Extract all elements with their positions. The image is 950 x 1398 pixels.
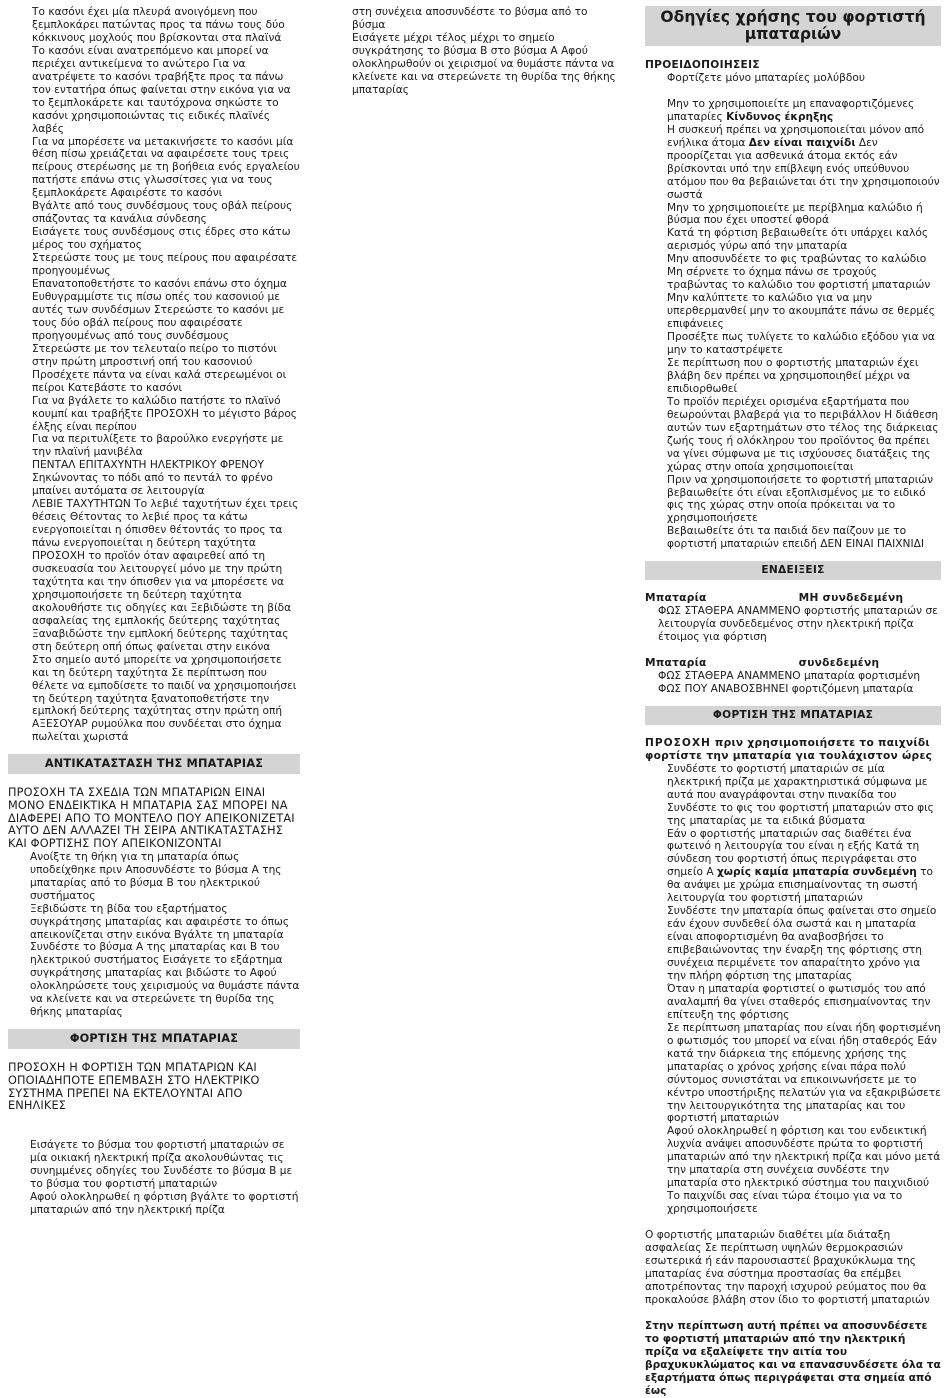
text-run: το θα ανάψει με χρώμα επισημαίνοντας τη σωστή λειτουργία του φορτιστή μπαταριών: [667, 866, 934, 905]
paragraph: Ξαναβιδώστε την εμπλοκή δεύτερης ταχύτητας στη δεύτερη οπή όπως φαίνεται στην εικόνα: [32, 627, 289, 653]
text-run: Μπαταρία: [645, 657, 707, 670]
warning-item: [667, 98, 941, 124]
warning-lead: Φορτίζετε μόνο μπαταρίες μολύβδου: [667, 71, 866, 84]
section-heading-battery-replacement: ΑΝΤΙΚΑΤΑΣΤΑΣΗ ΤΗΣ ΜΠΑΤΑΡΙΑΣ: [8, 754, 300, 774]
step-item: Αφού ολοκληρωθεί η φόρτιση βγάλτε το φορτιστή μπαταριών από την ηλεκτρική πρίζα: [30, 1190, 299, 1216]
section-heading-battery-charging: ΦΟΡΤΙΣΗ ΤΗΣ ΜΠΑΤΑΡΙΑΣ: [8, 1029, 300, 1049]
indication-text: ΦΩΣ ΣΤΑΘΕΡΑ ΑΝΑΜΜΕΝΟ μπαταρία φορτισμένη: [658, 669, 921, 682]
emphasis: Κίνδυνος έκρηξης: [726, 110, 834, 123]
step-item: Εισάγετε το βύσμα του φορτιστή μπαταριών σε μία οικιακή ηλεκτρική πρίζα ακολουθώντας τις συνημμένες οδηγίες του Συνδέστε το βύσμα Β με το βύσμα του φορτιστή μπαταριών: [30, 1138, 293, 1190]
step-item: Ανοίξτε τη θήκη για τη μπαταρία όπως υποδείχθηκε πριν Αποσυνδέστε το βύσμα Α της μπαταρίας από το βύσμα Β του ηλεκτρικού συστήματος: [30, 850, 282, 902]
text-run: Μην το χρησιμοποιείτε μη επαναφορτιζόμενες μπαταρίες: [667, 97, 915, 123]
paragraph: Για να περιτυλίξετε το βαρούλκο ενεργήστε με την πλαϊνή μανιβέλα: [32, 433, 284, 459]
warning-item: Μη σέρνετε το όχημα πάνω σε τροχούς τραβώντας το καλώδιο του φορτιστή μπαταριών: [667, 266, 931, 292]
warning-item: Μην αποσυνδέετε το φις τραβώντας το καλώδιο: [667, 253, 927, 266]
paragraph: Το κασόνι έχει μία πλευρά ανοιγόμενη που ξεμπλοκάρει πατώντας προς τα πάνω τους δύο κόκκινους μοχλούς που βρίσκονται στα πλαϊνά: [32, 6, 285, 44]
warning-item: Μην καλύπτετε το καλώδιο για να μην υπερθερμανθεί μην το ακουμπάτε πάνω σε θερμές επιφάνειες: [667, 292, 936, 331]
paragraph: Στο σημείο αυτό μπορείτε να χρησιμοποιήσετε και τη δεύτερη ταχύτητα Σε περίπτωση που θέλετε να εμποδίσετε το παιδί να χρησιμοποιήσει τη δεύτερη ταχύτητα ξανατοποθετήστε την εμπλοκή δεύτερης ταχύτητας στην πρώτη οπή: [32, 653, 297, 718]
warnings-heading: ΠΡΟΕΙΔΟΠΟΙΗΣΕΙΣ: [645, 59, 760, 71]
text-run: ΠΡΟΣΟΧΗ: [645, 736, 711, 749]
text-run: Εάν ο φορτιστής μπαταριών σας διαθέτει ένα φωτεινό η λειτουργία του είναι η εξής Κατά τη σύνδεση του φορτιστή όπως περιγράφεται στο σημείο Α: [667, 827, 920, 879]
emphasis: Δεν είναι παιχνίδι: [748, 136, 856, 149]
page-title: Οδηγίες χρήσης του φορτιστή μπαταριών: [645, 6, 941, 46]
indication-text: ΦΩΣ ΠΟΥ ΑΝΑΒΟΣΒΗΝΕΙ φορτιζόμενη μπαταρία: [658, 682, 914, 695]
charging-warning: ΠΡΟΣΟΧΗ Η ΦΟΡΤΙΣΗ ΤΩΝ ΜΠΑΤΑΡΙΩΝ ΚΑΙ ΟΠΟΙΑΔΗΠΟΤΕ ΕΠΕΜΒΑΣΗ ΣΤΟ ΗΛΕΚΤΡΙΚΟ ΣΥΣΤΗΜΑ ΠΡΕΠΕΙ ΝΑ ΕΚΤΕΛΟΥΝΤΑΙ ΑΠΟ ΕΝΗΛΙΚΕΣ: [8, 1061, 260, 1113]
warning-item: Σε περίπτωση που ο φορτιστής μπαταριών έχει βλάβη δεν πρέπει να χρησιμοποιηθεί μέχρι να επιδιορθωθεί: [667, 356, 919, 395]
warning-item: Το προϊόν περιέχει ορισμένα εξαρτήματα που θεωρούνται βλαβερά για το περιβάλλον Η διάθεση αυτών των εξαρτημάτων στο τέλος της διάρκειας ζωής τους ή ολόκληρου του προϊόντος θα πρέπει να γίνει σύμφωνα με τις ισχύουσες διατάξεις της χώρας στην οποία χρησιμοποιείται: [667, 395, 939, 473]
paragraph: Εισάγετε τους συνδέσμους στις έδρες στο κάτω μέρος του σχήματος: [32, 226, 291, 252]
indication-heading: [645, 592, 941, 605]
text-run: ΜΗ συνδεδεμένη: [798, 592, 904, 605]
paragraph: Επανατοποθετήστε το κασόνι επάνω στο όχημα: [32, 278, 287, 291]
text-run: Η συσκευή πρέπει να χρησιμοποιείται μόνον από ενήλικα άτομα: [667, 123, 925, 149]
paragraph: ΛΕΒΙΕ ΤΑΧΥΤΗΤΩΝ Το λεβιέ ταχυτήτων έχει τρεις θέσεις Θέτοντας το λεβιέ προς τα κάτω ενεργοποιείται η όπισθεν θέτοντάς το προς τα πάνω ενεργοποιείται η δεύτερη ταχύτητα: [32, 498, 299, 550]
warning-item: Προσέξτε πως τυλίγετε το καλώδιο εξόδου για να μην το καταστρέψετε: [667, 331, 935, 357]
paragraph: Το κασόνι είναι ανατρεπόμενο και μπορεί να περιέχει αντικείμενα το ανώτερο Για να ανατρέψετε το κασόνι τραβήξτε προς τα πάνω τον εντατήρα όπως φαίνεται στην εικόνα για να το ξεμπλοκάρετε και ταυτόχρονα σηκώστε το κασόνι χρησιμοποιώντας τις ειδικές πλαϊνές λαβές: [32, 44, 291, 135]
text-run: πριν χρησιμοποιήσετε το παιχνίδι φορτίστε την μπαταρία για τουλάχιστον ώρες: [645, 736, 933, 762]
warning-item: Βεβαιωθείτε ότι τα παιδιά δεν παίζουν με το φορτιστή μπαταριών επειδή ΔΕΝ ΕΙΝΑΙ ΠΑΙΧΝΙΔΙ: [667, 525, 924, 551]
step-item: Αφού ολοκληρωθεί η φόρτιση και του ενδεικτική λυχνία ανάψει αποσυνδέστε πρώτα το φορτιστή μπαταριών από την ηλεκτρική πρίζα και μόνο μετά την μπαταρία στη συνέχεια συνδέστε την μπαταρία στο ηλεκτρικό σύστημα του παιχνιδιού Το παιχνίδι σας είναι τώρα έτοιμο για να το χρησιμοποιήσετε: [667, 1125, 941, 1216]
paragraph: ΠΕΝΤΑΛ ΕΠΙΤΑΧΥΝΤΗ ΗΛΕΚΤΡΙΚΟΥ ΦΡΕΝΟΥ Σηκώνοντας το πόδι από το πεντάλ το φρένο μπαίνει αυτόματα σε λειτουργία: [32, 459, 273, 498]
warning-item: Κατά τη φόρτιση βεβαιωθείτε ότι υπάρχει καλός αερισμός γύρω από την μπαταρία: [667, 227, 929, 253]
bodywork-instructions: [8, 6, 300, 744]
spacer: [645, 1307, 941, 1320]
final-instruction: Στην περίπτωση αυτή πρέπει να αποσυνδέσετε το φορτιστή μπαταριών από την ηλεκτρική πρίζα να εξαλείψετε την αιτία του βραχυκυκλώματος και να επανασυνδέσετε όλα τα εξαρτήματα όπως περιγράφεται στα σημεία από έως: [645, 1319, 941, 1397]
emphasis: χωρίς καμία μπαταρία συνδεμένη: [716, 866, 917, 879]
paragraph: Για να μπορέσετε να μετακινήσετε το κασόνι μία θέση πίσω χρειάζεται να αφαιρέσετε τους τρεις πείρους στερέωσης με τη βοήθεια ενός εργαλείου πατήστε επάνω στις γλωσσίτσες για να τους ξεμπλοκάρετε Αφαιρέστε το κασόνι: [32, 135, 300, 200]
section-heading-battery-charging-right: ΦΟΡΤΙΣΗ ΤΗΣ ΜΠΑΤΑΡΙΑΣ: [645, 706, 941, 725]
safety-device-note: Ο φορτιστής μπαταριών διαθέτει μία διάταξη ασφαλείας Σε περίπτωση υψηλών θερμοκρασιών εσωτερικά ή εάν παρουσιαστεί βραχυκύκλωμα της μπαταρίας ένα σύστημα προστασίας θα επέμβει αποτρέποντας την παροχή ισχυρού ρεύματος που θα προκαλούσε βλάβη στον ίδιο το φορτιστή μπαταριών: [645, 1229, 930, 1306]
step-item: Συνδέστε το φορτιστή μπαταριών σε μία ηλεκτρική πρίζα με χαρακτηριστικά σύμφωνα με αυτά που αναγράφονται στην πινακίδα του: [667, 762, 928, 801]
column-middle: [352, 6, 622, 97]
step-item: Συνδέστε το φις του φορτιστή μπαταριών στο φις της μπαταρίας με τα ειδικά βύσματα: [667, 801, 934, 827]
step-item: Συνδέστε το βύσμα Α της μπαταρίας και Β του ηλεκτρικού συστήματος Εισάγετε το εξάρτημα συγκράτησης μπαταρίας και βιδώστε το Αφού ολοκληρώσετε τους χειρισμούς να θυμάστε πάντα να κλείνετε και να στερεώνετε τη θυρίδα της θήκης μπαταρίας: [30, 941, 300, 1019]
charging-steps: [645, 763, 941, 1216]
text-run: Μπαταρία: [645, 592, 707, 605]
warnings-list: [645, 98, 941, 551]
column-right: [645, 6, 941, 1398]
warning-item: Πριν να χρησιμοποιήσετε το φορτιστή μπαταριών βεβαιωθείτε ότι είναι εξοπλισμένος με το ειδικό φις της χώρας στην οποία πρόκειται να το χρησιμοποιήσετε: [667, 473, 934, 525]
paragraph: Για να βγάλετε το καλώδιο πατήστε το πλαϊνό κουμπί και τραβήξτε ΠΡΟΣΟΧΗ το μέγιστο βάρος έλξης είναι περίπου: [32, 394, 298, 433]
paragraph: Ευθυγραμμίστε τις πίσω οπές του κασονιού με αυτές των συνδέσμων Στερεώστε το κασόνι με τους δύο οβάλ πείρους που αφαιρέσατε προηγουμένως από τους συνδέσμους: [32, 290, 285, 342]
indication-text: ΦΩΣ ΣΤΑΘΕΡΑ ΑΝΑΜΜΕΝΟ φορτιστής μπαταριών σε λειτουργία συνδεδεμένος στην ηλεκτρική πρίζα έτοιμος για φόρτιση: [658, 605, 938, 644]
indication-heading: [645, 657, 941, 670]
charging-caution: [645, 737, 941, 763]
paragraph: ΑΞΕΣΟΥΑΡ ρυμούλκα που συνδέεται στο όχημα πωλείται χωριστά: [32, 718, 282, 744]
warning-item: [667, 124, 941, 202]
paragraph: ΠΡΟΣΟΧΗ το προϊόν όταν αφαιρεθεί από τη συσκευασία του λειτουργεί μόνο με την πρώτη ταχύτητα και την όπισθεν για να μπορέσετε να χρησιμοποιήσετε τη δεύτερη ταχύτητα ακολουθήστε τις οδηγίες και Ξεβιδώστε τη βίδα ασφαλείας της εμπλοκής δεύτερης ταχύτητας: [32, 550, 292, 627]
continued-steps: στη συνέχεια αποσυνδέστε το βύσμα από το βύσμα Εισάγετε μέχρι τέλος μέχρι το σημείο συγκράτησης το βύσμα Β στο βύσμα Α Αφού ολοκληρωθούν οι χειρισμοί να θυμάστε πάντα να κλείνετε και να στερεώνετε τη θυρίδα της θήκης μπαταρίας: [352, 6, 616, 96]
step-item: Ξεβιδώστε τη βίδα του εξαρτήματος συγκράτησης μπαταρίας και αφαιρέστε το όπως απεικονίζεται στην εικόνα Βγάλτε τη μπαταρία: [30, 902, 290, 941]
step-item: [667, 828, 941, 906]
text-run: συνδεδεμένη: [798, 657, 880, 670]
warning-item: Μην το χρησιμοποιείτε με περίβλημα καλώδιο ή βύσμα που έχει υποστεί φθορά: [667, 201, 923, 227]
paragraph: Βγάλτε από τους συνδέσμους τους οβάλ πείρους σπάζοντας τα κανάλια σύνδεσης: [32, 200, 293, 226]
spacer: [645, 1216, 941, 1229]
spacer: [645, 644, 941, 657]
spacer: [645, 85, 941, 98]
section-heading-indications: ΕΝΔΕΙΞΕΙΣ: [645, 561, 941, 580]
step-item: Συνδέστε την μπαταρία όπως φαίνεται στο σημείο εάν έχουν συνδεθεί όλα σωστά και η μπαταρία είναι αποφορτισμένη θα αναβοσβήσει το επιβεβαιώνοντας την έναρξη της φόρτισης στη συνέχεια περιμένετε τον απαραίτητο χρόνο για την πλήρη φόρτιση της μπαταρίας: [667, 905, 937, 982]
paragraph: Στερεώστε με τον τελευταίο πείρο το πιστόνι στην πρώτη μπροστινή οπή του κασονιού: [32, 342, 277, 368]
paragraph: Στερεώστε τους με τους πείρους που αφαιρέσατε προηγουμένως: [32, 252, 298, 278]
column-left: [8, 6, 300, 1217]
spacer: [8, 1113, 300, 1139]
step-item: Όταν η μπαταρία φορτιστεί ο φωτισμός του από αναλαμπή θα γίνει σταθερός επισημαίνοντας την επίτευξη της φόρτισης: [667, 982, 931, 1021]
text-run: Δεν προορίζεται για ασθενικά άτομα εκτός εάν βρίσκονται υπό την επίβλεψη ενός υπεύθυνου ατόμου που θα βεβαιώνεται ότι την χρησιμοποιούν σωστά: [667, 136, 940, 201]
paragraph: Προσέχετε πάντα να είναι καλά στερεωμένοι οι πείροι Κατεβάστε το κασόνι: [32, 368, 287, 394]
step-item: Σε περίπτωση μπαταρίας που είναι ήδη φορτισμένη ο φωτισμός του μπορεί να είναι ήδη σταθερός Εάν κατά την διάρκεια της επόμενης χρήσης της μπαταρίας ο χρόνος χρήσης είναι πάρα πολύ σύντομος συνιστάται να επικοινωνήσετε με το κέντρο υποστήριξης πελατών για να εξακριβώσετε την λειτουργικότητα της μπαταρίας και του φορτιστή μπαταριών: [667, 1021, 941, 1125]
replacement-warning: ΠΡΟΣΟΧΗ ΤΑ ΣΧΕΔΙΑ ΤΩΝ ΜΠΑΤΑΡΙΩΝ ΕΙΝΑΙ ΜΟΝΟ ΕΝΔΕΙΚΤΙΚΑ Η ΜΠΑΤΑΡΙΑ ΣΑΣ ΜΠΟΡΕΙ ΝΑ ΔΙΑΦΕΡΕΙ ΑΠΟ ΤΟ ΜΟΝΤΕΛΟ ΠΟΥ ΑΠΕΙΚΟΝΙΖΕΤΑΙ ΑΥΤΟ ΔΕΝ ΑΛΛΑΖΕΙ ΤΗ ΣΕΙΡΑ ΑΝΤΙΚΑΤΑΣΤΑΣΗΣ ΚΑΙ ΦΟΡΤΙΣΗΣ ΠΟΥ ΑΠΕΙΚΟΝΙΖΟΝΤΑΙ: [8, 786, 295, 851]
